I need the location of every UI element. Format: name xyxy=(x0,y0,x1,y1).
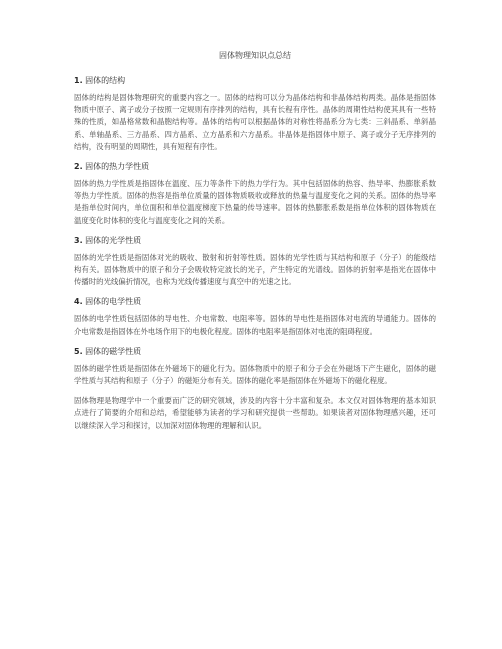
section-number: 4. xyxy=(74,297,83,307)
section-body: 固体的磁学性质是指固体在外磁场下的磁化行为。固体物质中的原子和分子会在外磁场下产生磁化，固体的磁学性质与其结构和原子（分子）的磁矩分布有关。固体的磁化率是指固体在外磁场下的磁化程度。 xyxy=(74,363,436,386)
section-number: 3. xyxy=(74,235,83,245)
section-electrical xyxy=(74,296,436,337)
section-heading-text: 固体的结构 xyxy=(85,76,126,85)
conclusion-paragraph: 固体物理是物理学中一个重要而广泛的研究领域，涉及的内容十分丰富和复杂。本文仅对固体物理的基本知识点进行了简要的介绍和总结，希望能够为读者的学习和研究提供一些帮助。如果读者对固体物理感兴趣，还可以继续深入学习和探讨，以加深对固体物理的理解和认识。 xyxy=(74,396,436,430)
section-number: 1. xyxy=(74,76,83,85)
section-heading xyxy=(74,75,436,87)
section-heading-text: 固体的磁学性质 xyxy=(85,346,142,356)
section-heading xyxy=(74,346,436,358)
section-thermodynamics xyxy=(74,161,436,227)
document-title: 固体物理知识点总结 xyxy=(219,51,291,60)
section-body: 固体的热力学性质是指固体在温度、压力等条件下的热力学行为。其中包括固体的热容、热导率、热膨胀系数等热力学性质。固体的热容是指单位质量的固体物质吸收或释放的热量与温度变化之间的关系。固体的热导率是指单位时间内，单位面积和单位温度梯度下热量的传导速率。固体的热膨胀系数是指单位体积的固体物质在温度变化时体积的变化与温度变化之间的关系。 xyxy=(74,179,436,225)
section-number: 2. xyxy=(74,162,83,172)
section-structure xyxy=(74,75,436,153)
section-magnetism xyxy=(74,346,436,387)
section-body: 固体的电学性质包括固体的导电性、介电常数、电阻率等。固体的导电性是指固体对电流的导通能力。固体的介电常数是指固体在外电场作用下的电极化程度。固体的电阻率是指固体对电流的阻碍程度。 xyxy=(74,314,436,336)
document-page xyxy=(74,50,436,432)
section-heading xyxy=(74,161,436,173)
section-number: 5. xyxy=(74,346,83,356)
section-heading xyxy=(74,235,436,247)
section-heading-text: 固体的光学性质 xyxy=(85,235,142,245)
section-body: 固体的结构是固体物理研究的重要内容之一。固体的结构可以分为晶体结构和非晶体结构两类。晶体是指固体物质中原子、离子或分子按照一定规则有序排列的结构，具有长程有序性。晶体的周期性结构使其具有一些特殊的性质，如晶格常数和晶胞结构等。晶体的结构可以根据晶体的对称性将晶系分为七类：三斜晶系、单斜晶系、单轴晶系、三方晶系、四方晶系、立方晶系和六方晶系。非晶体是指固体中原子、离子或分子无序排列的结构，没有明显的周期性，具有短程有序性。 xyxy=(74,93,436,151)
section-heading-text: 固体的热力学性质 xyxy=(85,162,150,172)
section-heading-text: 固体的电学性质 xyxy=(85,297,142,307)
section-body: 固体的光学性质是指固体对光的吸收、散射和折射等性质。固体的光学性质与其结构和原子（分子）的能级结构有关。固体物质中的原子和分子会吸收特定波长的光子，产生特定的光谱线。固体的折射率是指光在固体中传播时的光线偏折情况，也称为光线传播速度与真空中的光速之比。 xyxy=(74,252,436,287)
section-heading xyxy=(74,296,436,308)
section-optics xyxy=(74,235,436,289)
